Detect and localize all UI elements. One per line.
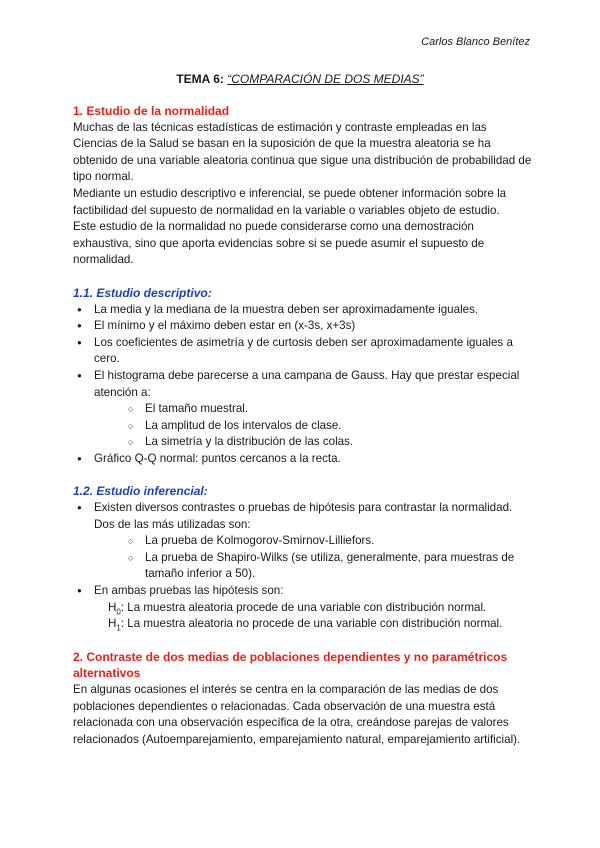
section-1-2-heading: 1.2. Estudio inferencial: xyxy=(73,484,208,499)
title-subject: “COMPARACIÓN DE DOS MEDIAS” xyxy=(227,72,424,86)
list-item: ● El histograma debe parecerse a una campana de Gauss. Hay que prestar especial atención a: xyxy=(73,368,533,401)
list-item: ● Existen diversos contrastes o pruebas de hipótesis para contrastar la normalidad. Dos de las más utilizadas son: xyxy=(73,500,533,533)
null-hypothesis: $H_0$: La muestra aleatoria procede de una variable con distribución normal. xyxy=(108,600,487,616)
document-title xyxy=(0,72,600,86)
section-1-paragraph-1: Muchas de las técnicas estadísticas de estimación y contraste empleadas en las Ciencias de la Salud se basan en la suposición de que la muestra aleatoria se ha obtenido de una variable aleatoria continua que sigue una distribución de probabilidad de tipo normal. xyxy=(73,120,532,184)
section-2-paragraph-1: En algunas ocasiones el interés se centra en la comparación de las medias de dos poblaciones dependientes o relacionadas. Cada observación de una muestra está relacionada con una observación específica de la otra, creándose parejas de valores relacionados (Autoemparejamiento, emparejamiento natural, emparejamiento artificial). xyxy=(73,683,521,746)
list-item: ● Gráfico Q-Q normal: puntos cercanos a la recta. xyxy=(73,451,533,468)
alternative-hypothesis: $H_1$: La muestra aleatoria no procede de una variable con distribución normal. xyxy=(108,617,503,633)
document-body xyxy=(73,103,533,748)
descriptive-list xyxy=(73,302,533,468)
section-1-heading: 1. Estudio de la normalidad xyxy=(73,104,230,118)
section-2-heading: 2. Contraste de dos medias de poblaciones dependientes y no paramétricos alternativos xyxy=(73,649,508,681)
sub-list-item: ○ La prueba de Shapiro-Wilks (se utiliza, generalmente, para muestras de tamaño inferior a 50). xyxy=(124,550,533,583)
section-1-1-heading: 1.1. Estudio descriptivo: xyxy=(73,285,212,300)
section-1-paragraph-2: Mediante un estudio descriptivo e inferencial, se puede obtener información sobre la factibilidad del supuesto de normalidad en la variable o variables objeto de estudio. xyxy=(73,186,507,217)
sub-list-item: ○ El tamaño muestral. xyxy=(124,401,533,418)
list-item: ● En ambas pruebas las hipótesis son: xyxy=(73,583,533,600)
author-name: Carlos Blanco Benítez xyxy=(421,36,530,48)
inferential-list xyxy=(73,500,533,600)
sub-list-item: ○ La simetría y la distribución de las colas. xyxy=(124,434,533,451)
section-1-paragraph-3: Este estudio de la normalidad no puede considerarse como una demostración exhaustiva, sino que aporta evidencias sobre si se puede asumir el supuesto de normalidad. xyxy=(73,220,485,267)
list-item: ● Los coeficientes de asimetría y de curtosis deben ser aproximadamente iguales a cero. xyxy=(73,335,533,368)
sub-list-item: ○ La prueba de Kolmogorov-Smirnov-Lilliefors. xyxy=(124,533,533,550)
sub-list-item: ○ La amplitud de los intervalos de clase. xyxy=(124,418,533,435)
list-item: ● El mínimo y el máximo deben estar en (x-3s, x+3s) xyxy=(73,318,533,335)
list-item: ● La media y la mediana de la muestra deben ser aproximadamente iguales. xyxy=(73,302,533,319)
title-prefix: TEMA 6: xyxy=(176,72,224,86)
